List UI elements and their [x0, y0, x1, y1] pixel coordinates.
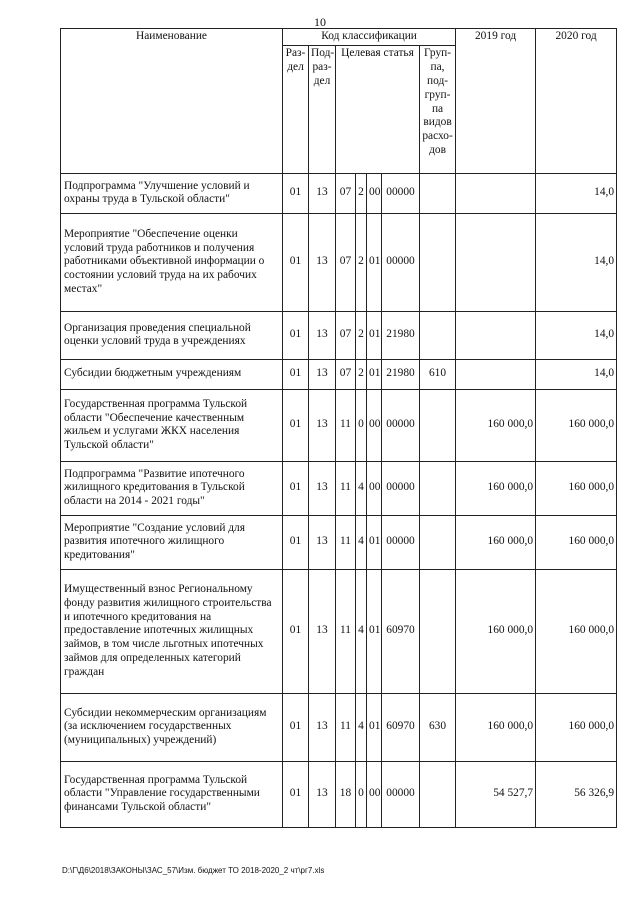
row-name: Государственная программа Тульской области "Управление государственными финансами Тульской области" — [61, 761, 283, 827]
row-target-direction: 00000 — [382, 213, 420, 311]
row-name: Подпрограмма "Развитие ипотечного жилищного кредитования в Тульской области на 2014 - 2021 годы" — [61, 461, 283, 515]
table-row — [61, 569, 617, 693]
header-row-1 — [61, 29, 617, 46]
row-expense-group — [420, 515, 456, 569]
table-row — [61, 311, 617, 359]
row-subsection: 13 — [309, 693, 336, 761]
row-section: 01 — [283, 173, 309, 213]
row-amount-2019: 160 000,0 — [456, 389, 536, 461]
row-name: Мероприятие "Создание условий для развития ипотечного жилищного кредитования" — [61, 515, 283, 569]
row-target-event: 00 — [367, 761, 382, 827]
row-target-direction: 60970 — [382, 693, 420, 761]
row-target-event: 01 — [367, 311, 382, 359]
row-name: Имущественный взнос Региональному фонду развития жилищного строительства и ипотечного кредитования на предоставление ипотечных жилищных займов, в том числе льготных ипотечных займов для определенных категорий граждан — [61, 569, 283, 693]
row-subsection: 13 — [309, 213, 336, 311]
row-target-program: 07 — [336, 213, 356, 311]
row-target-program: 07 — [336, 173, 356, 213]
row-target-subprogram: 4 — [356, 461, 367, 515]
row-amount-2020: 56 326,9 — [536, 761, 617, 827]
row-target-direction: 00000 — [382, 173, 420, 213]
row-subsection: 13 — [309, 359, 336, 389]
table-row — [61, 515, 617, 569]
row-name: Субсидии некоммерческим организациям (за исключением государственных (муниципальных) учреждений) — [61, 693, 283, 761]
row-target-subprogram: 4 — [356, 693, 367, 761]
header-expense-group: Груп- па, под- груп- па видов расхо- дов — [420, 45, 456, 173]
row-subsection: 13 — [309, 389, 336, 461]
row-target-event: 01 — [367, 693, 382, 761]
row-target-program: 11 — [336, 693, 356, 761]
row-subsection: 13 — [309, 569, 336, 693]
row-subsection: 13 — [309, 311, 336, 359]
row-target-program: 11 — [336, 389, 356, 461]
row-amount-2020: 14,0 — [536, 311, 617, 359]
row-target-event: 01 — [367, 569, 382, 693]
row-target-subprogram: 0 — [356, 761, 367, 827]
row-amount-2019: 160 000,0 — [456, 461, 536, 515]
row-section: 01 — [283, 515, 309, 569]
row-amount-2020: 160 000,0 — [536, 461, 617, 515]
row-target-program: 07 — [336, 359, 356, 389]
header-year-2019: 2019 год — [456, 29, 536, 174]
row-target-direction: 00000 — [382, 761, 420, 827]
row-target-subprogram: 2 — [356, 213, 367, 311]
row-target-program: 18 — [336, 761, 356, 827]
row-name: Субсидии бюджетным учреждениям — [61, 359, 283, 389]
row-amount-2019 — [456, 359, 536, 389]
row-amount-2019 — [456, 213, 536, 311]
row-expense-group — [420, 461, 456, 515]
row-amount-2019 — [456, 311, 536, 359]
row-target-subprogram: 4 — [356, 569, 367, 693]
row-target-direction: 00000 — [382, 461, 420, 515]
row-target-event: 00 — [367, 461, 382, 515]
table-row — [61, 173, 617, 213]
row-subsection: 13 — [309, 515, 336, 569]
table-row — [61, 359, 617, 389]
header-subsection: Под- раз- дел — [309, 45, 336, 173]
row-expense-group: 610 — [420, 359, 456, 389]
header-classification: Код классификации — [283, 29, 456, 46]
table-row — [61, 213, 617, 311]
row-expense-group — [420, 213, 456, 311]
row-amount-2020: 160 000,0 — [536, 389, 617, 461]
budget-table — [60, 28, 617, 828]
row-target-subprogram: 0 — [356, 389, 367, 461]
header-target-item: Целевая статья — [336, 45, 420, 173]
row-target-program: 11 — [336, 515, 356, 569]
header-section: Раз- дел — [283, 45, 309, 173]
row-target-event: 01 — [367, 359, 382, 389]
row-subsection: 13 — [309, 761, 336, 827]
table-row — [61, 693, 617, 761]
table-row — [61, 461, 617, 515]
row-section: 01 — [283, 359, 309, 389]
file-path-footer: D:\Г\Д6\2018\ЗАКОНЫ\ЗАС_57\Изм. бюджет ТО 2018-2020_2 чт\рг7.xls — [62, 866, 325, 875]
row-amount-2019: 160 000,0 — [456, 515, 536, 569]
row-target-direction: 60970 — [382, 569, 420, 693]
row-target-program: 07 — [336, 311, 356, 359]
row-expense-group: 630 — [420, 693, 456, 761]
row-amount-2020: 14,0 — [536, 213, 617, 311]
row-section: 01 — [283, 311, 309, 359]
row-amount-2019: 160 000,0 — [456, 693, 536, 761]
row-target-direction: 21980 — [382, 311, 420, 359]
row-expense-group — [420, 389, 456, 461]
row-section: 01 — [283, 389, 309, 461]
row-amount-2019: 160 000,0 — [456, 569, 536, 693]
row-target-direction: 00000 — [382, 389, 420, 461]
row-expense-group — [420, 311, 456, 359]
table-row — [61, 761, 617, 827]
row-name: Мероприятие "Обеспечение оценки условий труда работников и получения работниками объективной информации о состоянии условий труда на их рабочих местах" — [61, 213, 283, 311]
row-target-direction: 00000 — [382, 515, 420, 569]
row-amount-2019 — [456, 173, 536, 213]
page-number: 10 — [314, 15, 326, 29]
row-section: 01 — [283, 461, 309, 515]
row-subsection: 13 — [309, 173, 336, 213]
row-amount-2020: 14,0 — [536, 173, 617, 213]
row-target-subprogram: 2 — [356, 173, 367, 213]
row-target-event: 00 — [367, 173, 382, 213]
row-name: Подпрограмма "Улучшение условий и охраны труда в Тульской области" — [61, 173, 283, 213]
row-section: 01 — [283, 761, 309, 827]
row-expense-group — [420, 173, 456, 213]
row-amount-2019: 54 527,7 — [456, 761, 536, 827]
row-target-event: 01 — [367, 213, 382, 311]
row-section: 01 — [283, 569, 309, 693]
row-target-subprogram: 2 — [356, 311, 367, 359]
row-amount-2020: 160 000,0 — [536, 693, 617, 761]
header-year-2020: 2020 год — [536, 29, 617, 174]
row-target-subprogram: 4 — [356, 515, 367, 569]
row-target-program: 11 — [336, 461, 356, 515]
row-target-event: 01 — [367, 515, 382, 569]
row-subsection: 13 — [309, 461, 336, 515]
row-section: 01 — [283, 693, 309, 761]
row-amount-2020: 160 000,0 — [536, 569, 617, 693]
row-expense-group — [420, 569, 456, 693]
table-row — [61, 389, 617, 461]
row-target-direction: 21980 — [382, 359, 420, 389]
row-expense-group — [420, 761, 456, 827]
row-target-subprogram: 2 — [356, 359, 367, 389]
row-amount-2020: 160 000,0 — [536, 515, 617, 569]
row-target-program: 11 — [336, 569, 356, 693]
row-name: Организация проведения специальной оценки условий труда в учреждениях — [61, 311, 283, 359]
row-target-event: 00 — [367, 389, 382, 461]
header-name: Наименование — [61, 29, 283, 174]
row-section: 01 — [283, 213, 309, 311]
row-amount-2020: 14,0 — [536, 359, 617, 389]
row-name: Государственная программа Тульской области "Обеспечение качественным жильем и услугами ЖКХ населения Тульской области" — [61, 389, 283, 461]
